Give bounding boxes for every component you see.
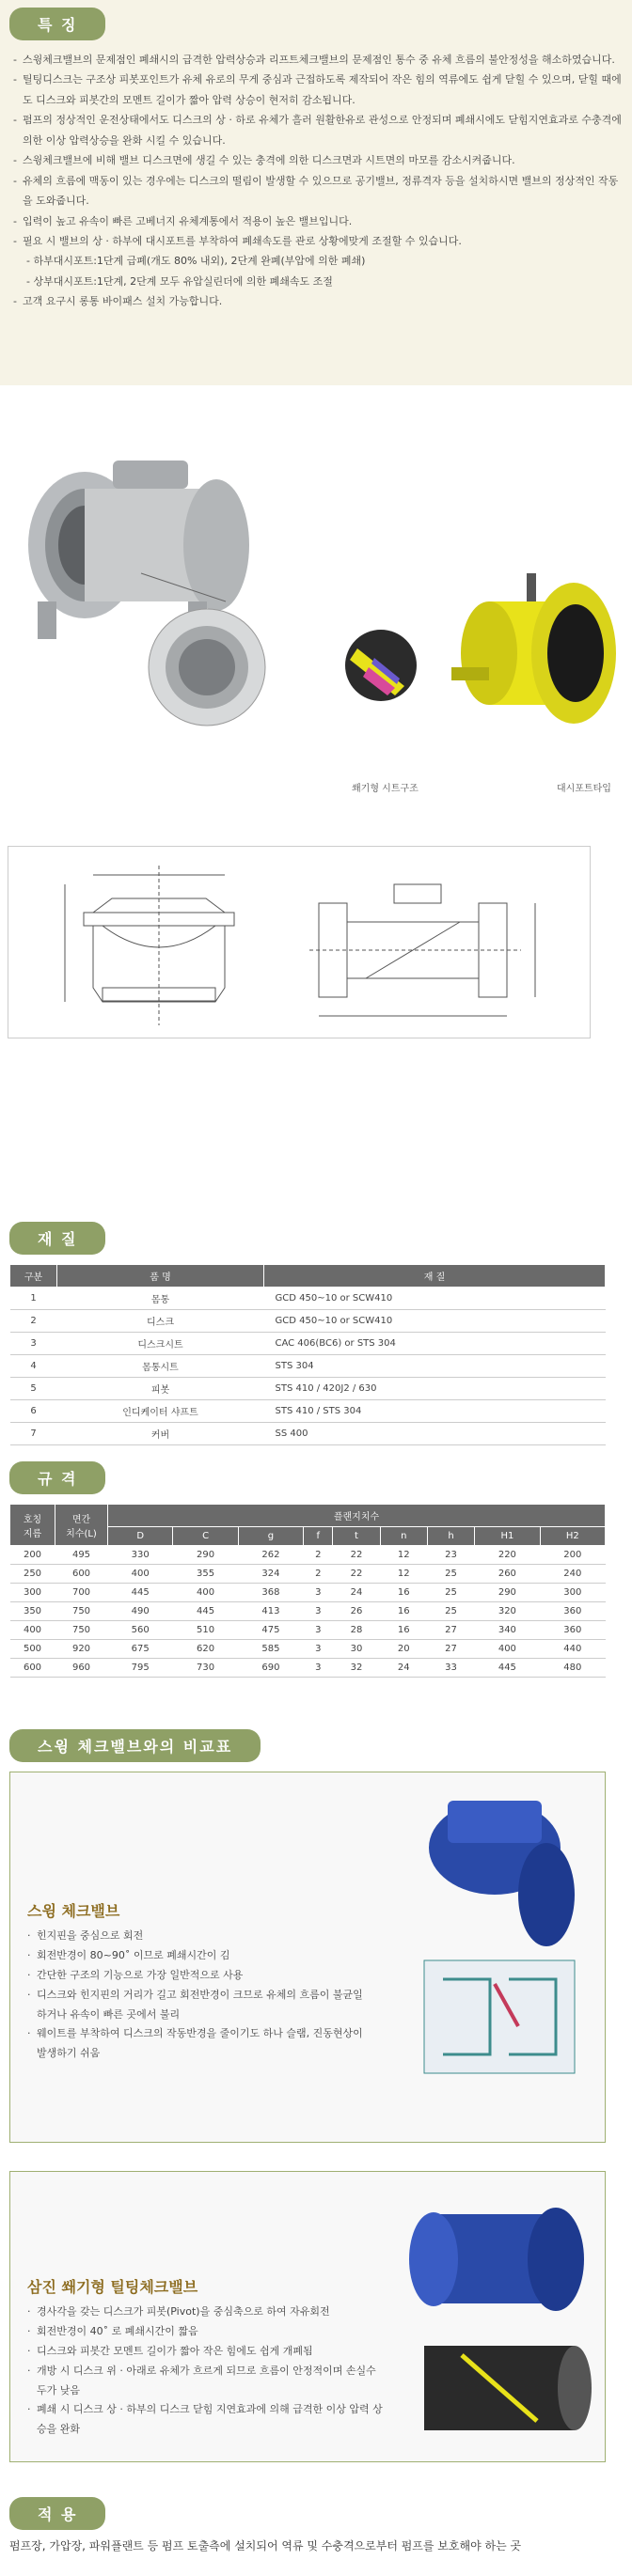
feature-sub-item: - 상부대시포트:1단계, 2단계 모두 유압실린더에 의한 폐쇄속도 조절 [26, 274, 333, 288]
drawing-illustration [8, 847, 592, 1039]
col-header: H2 [540, 1527, 605, 1546]
table-cell: 2 [10, 1310, 57, 1333]
list-item: · 웨이트를 부착하여 디스크의 작동반경을 줄이기도 하나 슬램, 진동현상이 발생하기 쉬움 [27, 2024, 366, 2064]
table-cell: 262 [238, 1546, 303, 1565]
table-cell: 7 [10, 1423, 57, 1445]
usage-text: 펌프장, 가압장, 파워플랜트 등 펌프 토출측에 설치되어 역류 및 수충격으로부터 펌프를 보호해야 하는 곳 [9, 2539, 522, 2553]
table-row [10, 1602, 606, 1621]
table-cell: 32 [333, 1659, 380, 1678]
table-row [10, 1621, 606, 1640]
table-cell: 25 [427, 1602, 474, 1621]
table-row [10, 1378, 606, 1400]
tilting-title: 삼진 쐐기형 틸팅체크밸브 [27, 2278, 198, 2296]
usage-title: 적 용 [9, 2497, 105, 2530]
col-header: 호칭 지름 [10, 1505, 55, 1546]
table-cell: 500 [10, 1640, 55, 1659]
table-row [10, 1640, 606, 1659]
material-section [9, 1264, 606, 1445]
table-cell: 3 [10, 1333, 57, 1355]
feature-item: - 펌프의 정상적인 운전상태에서도 디스크의 상 · 하로 유체가 흘러 원활한유로 관성으로 안정되며 폐쇄시에도 닫힘지연효과로 수충격에 의한 이상 압력상승을 완화 시킬 수 있습니다. [13, 110, 623, 150]
wedge-seat-image [345, 630, 417, 701]
table-cell: 250 [10, 1565, 55, 1584]
table-cell: 290 [475, 1584, 540, 1602]
table-cell: STS 410 / 420J2 / 630 [264, 1378, 606, 1400]
col-header: g [238, 1527, 303, 1546]
wedge-seat-caption: 쐐기형 시트구조 [352, 784, 419, 794]
feature-item: - 스윙체크밸브의 문제점인 폐쇄시의 급격한 압력상승과 리프트체크밸브의 문제점인 통수 중 유체 흐름의 불안정성을 해소하였습니다. [13, 50, 623, 70]
table-cell: 600 [55, 1565, 108, 1584]
table-row [10, 1400, 606, 1423]
compare-title: 스윙 체크밸브와의 비교표 [9, 1729, 261, 1762]
table-cell: 355 [173, 1565, 238, 1584]
table-cell: 510 [173, 1621, 238, 1640]
table-cell: 240 [540, 1565, 605, 1584]
table-cell: 20 [380, 1640, 427, 1659]
table-cell: 몸통 [57, 1288, 264, 1310]
col-header: h [427, 1527, 474, 1546]
feature-item: - 유체의 흐름에 맥동이 있는 경우에는 디스크의 떨림이 발생할 수 있으므로 공기밸브, 정류격자 등을 설치하시면 밸브의 정상적인 작동을 도와줍니다. [13, 171, 623, 211]
table-cell: 360 [540, 1602, 605, 1621]
sizes-table [9, 1504, 606, 1678]
table-cell: 27 [427, 1640, 474, 1659]
swing-title: 스윙 체크밸브 [27, 1902, 120, 1920]
table-cell: 675 [108, 1640, 173, 1659]
table-cell: 16 [380, 1621, 427, 1640]
col-header: 플랜지치수 [108, 1505, 606, 1527]
table-cell: 200 [540, 1546, 605, 1565]
table-cell: 3 [304, 1584, 333, 1602]
table-cell: 560 [108, 1621, 173, 1640]
dashport-caption: 대시포트타입 [557, 784, 611, 794]
table-row [10, 1659, 606, 1678]
list-item: · 회전반경이 40˚ 로 폐쇄시간이 짧음 [27, 2322, 385, 2342]
feature-sub-item: - 하부대시포트:1단계 급폐(개도 80% 내외), 2단계 완폐(부압에 의한 폐쇄) [26, 255, 366, 268]
table-cell: 445 [173, 1602, 238, 1621]
table-cell: 커버 [57, 1423, 264, 1445]
table-cell: 33 [427, 1659, 474, 1678]
col-header: 면간 치수(L) [55, 1505, 108, 1546]
tilting-valve-illustration [405, 2177, 593, 2459]
table-cell: 320 [475, 1602, 540, 1621]
table-cell: 445 [475, 1659, 540, 1678]
col-header: f [304, 1527, 333, 1546]
table-row [10, 1565, 606, 1584]
feature-item: - 필요 시 밸브의 상 · 하부에 대시포트를 부착하여 폐쇄속도를 관로 상황에맞게 조절할 수 있습니다. [13, 231, 623, 251]
table-cell: 700 [55, 1584, 108, 1602]
table-cell: GCD 450~10 or SCW410 [264, 1310, 606, 1333]
table-cell: 30 [333, 1640, 380, 1659]
table-cell: 360 [540, 1621, 605, 1640]
table-row [10, 1355, 606, 1378]
col-header: D [108, 1527, 173, 1546]
table-cell: 2 [304, 1565, 333, 1584]
list-item: · 경사각을 갖는 디스크가 피봇(Pivot)을 중심축으로 하여 자유회전 [27, 2303, 385, 2322]
table-cell: 400 [108, 1565, 173, 1584]
dashport-valve-image [451, 573, 616, 724]
table-cell: 260 [475, 1565, 540, 1584]
swing-list [27, 1927, 366, 2064]
table-row [10, 1584, 606, 1602]
table-cell: 6 [10, 1400, 57, 1423]
table-cell: 24 [380, 1659, 427, 1678]
table-cell: 24 [333, 1584, 380, 1602]
table-cell: 300 [540, 1584, 605, 1602]
table-cell: 920 [55, 1640, 108, 1659]
table-cell: 480 [540, 1659, 605, 1678]
sizes-title: 규 격 [9, 1461, 105, 1494]
col-header: t [333, 1527, 380, 1546]
table-cell: 730 [173, 1659, 238, 1678]
table-cell: 1 [10, 1288, 57, 1310]
features-section [0, 0, 632, 385]
table-cell: 16 [380, 1602, 427, 1621]
table-cell: 368 [238, 1584, 303, 1602]
table-cell: 350 [10, 1602, 55, 1621]
feature-item: - 스윙체크밸브에 비해 밸브 디스크면에 생길 수 있는 충격에 의한 디스크면과 시트면의 마모를 감소시켜줍니다. [13, 150, 623, 170]
table-cell: 440 [540, 1640, 605, 1659]
table-cell: 디스크 [57, 1310, 264, 1333]
table-cell: 795 [108, 1659, 173, 1678]
table-cell: 28 [333, 1621, 380, 1640]
table-cell: 220 [475, 1546, 540, 1565]
table-cell: 디스크시트 [57, 1333, 264, 1355]
table-cell: 16 [380, 1584, 427, 1602]
table-cell: 600 [10, 1659, 55, 1678]
table-cell: 400 [10, 1621, 55, 1640]
table-cell: STS 410 / STS 304 [264, 1400, 606, 1423]
table-cell: 22 [333, 1565, 380, 1584]
table-cell: 324 [238, 1565, 303, 1584]
table-cell: 585 [238, 1640, 303, 1659]
features-list [9, 50, 623, 312]
swing-valve-illustration [405, 1782, 593, 2120]
product-photos [0, 385, 632, 836]
table-cell: 3 [304, 1621, 333, 1640]
list-item: · 회전반경이 80~90˚ 이므로 폐쇄시간이 김 [27, 1946, 366, 1966]
table-cell: 690 [238, 1659, 303, 1678]
table-cell: 475 [238, 1621, 303, 1640]
sizes-table-body [10, 1546, 606, 1678]
table-row [10, 1310, 606, 1333]
list-item: · 디스크와 힌지핀의 거리가 길고 회전반경이 크므로 유체의 흐름이 불균일하거나 유속이 빠른 곳에서 불리 [27, 1986, 366, 2025]
list-item: · 개방 시 디스크 위 · 아래로 유체가 흐르게 되므로 흐름이 안정적이며 손실수두가 낮음 [27, 2362, 385, 2401]
col-header: C [173, 1527, 238, 1546]
table-cell: GCD 450~10 or SCW410 [264, 1288, 606, 1310]
table-cell: 200 [10, 1546, 55, 1565]
material-table [9, 1264, 606, 1445]
table-cell: 인디케이터 샤프트 [57, 1400, 264, 1423]
features-title: 특 징 [9, 8, 105, 40]
table-cell: 25 [427, 1584, 474, 1602]
col-header: H1 [475, 1527, 540, 1546]
table-row [10, 1333, 606, 1355]
table-cell: 27 [427, 1621, 474, 1640]
table-cell: 330 [108, 1546, 173, 1565]
table-cell: 750 [55, 1602, 108, 1621]
table-cell: 490 [108, 1602, 173, 1621]
feature-item: - 고객 요구시 롱통 바이패스 설치 가능합니다. [13, 291, 623, 311]
table-cell: 2 [304, 1546, 333, 1565]
list-item: · 간단한 구조의 기능으로 가장 일반적으로 사용 [27, 1966, 366, 1986]
table-cell: 400 [173, 1584, 238, 1602]
table-cell: 290 [173, 1546, 238, 1565]
table-cell: 3 [304, 1602, 333, 1621]
list-item: · 디스크와 피봇간 모멘트 길이가 짧아 작은 힘에도 쉽게 개폐됨 [27, 2342, 385, 2362]
table-cell: 12 [380, 1546, 427, 1565]
table-cell: 23 [427, 1546, 474, 1565]
sizes-section [9, 1504, 606, 1678]
table-cell: 22 [333, 1546, 380, 1565]
col-header: 품 명 [57, 1265, 264, 1288]
table-cell: 12 [380, 1565, 427, 1584]
table-cell: 5 [10, 1378, 57, 1400]
table-cell: 3 [304, 1640, 333, 1659]
table-cell: 3 [304, 1659, 333, 1678]
list-item: · 폐쇄 시 디스크 상 · 하부의 디스크 닫힘 지연효과에 의해 급격한 이상 압력 상승을 완화 [27, 2400, 385, 2440]
usage-section [9, 2497, 621, 2557]
table-cell: 400 [475, 1640, 540, 1659]
col-header: n [380, 1527, 427, 1546]
table-row [10, 1423, 606, 1445]
table-cell: 몸통시트 [57, 1355, 264, 1378]
list-item: · 힌지핀을 중심으로 회전 [27, 1927, 366, 1946]
table-row [10, 1546, 606, 1565]
table-cell: 620 [173, 1640, 238, 1659]
table-cell: 413 [238, 1602, 303, 1621]
col-header: 재 질 [264, 1265, 606, 1288]
swing-check-valve-box [9, 1772, 606, 2143]
table-cell: 495 [55, 1546, 108, 1565]
table-cell: 750 [55, 1621, 108, 1640]
table-cell: 960 [55, 1659, 108, 1678]
table-cell: 26 [333, 1602, 380, 1621]
material-title: 재 질 [9, 1222, 105, 1255]
technical-drawing [8, 846, 591, 1038]
table-cell: STS 304 [264, 1355, 606, 1378]
valve-photos-illustration [0, 385, 632, 836]
feature-item: - 입력이 높고 유속이 빠른 고베너지 유체계통에서 적용이 높은 밸브입니다. [13, 211, 623, 231]
table-cell: 25 [427, 1565, 474, 1584]
table-cell: 445 [108, 1584, 173, 1602]
table-cell: 4 [10, 1355, 57, 1378]
tilting-list [27, 2303, 385, 2440]
table-cell: 340 [475, 1621, 540, 1640]
table-cell: SS 400 [264, 1423, 606, 1445]
table-cell: 피봇 [57, 1378, 264, 1400]
table-cell: 300 [10, 1584, 55, 1602]
feature-item: - 틸팅디스크는 구조상 피봇포인트가 유체 유로의 무게 중심과 근접하도록 제작되어 작은 힘의 역류에도 쉽게 닫힐 수 있으며, 닫힐 때에도 디스크와 피봇간의 모멘트 길이가 짧아 압력 상승이 현저히 감소됩니다. [13, 70, 623, 110]
table-cell: CAC 406(BC6) or STS 304 [264, 1333, 606, 1355]
tilting-check-valve-box [9, 2171, 606, 2462]
table-row [10, 1288, 606, 1310]
col-header: 구분 [10, 1265, 57, 1288]
